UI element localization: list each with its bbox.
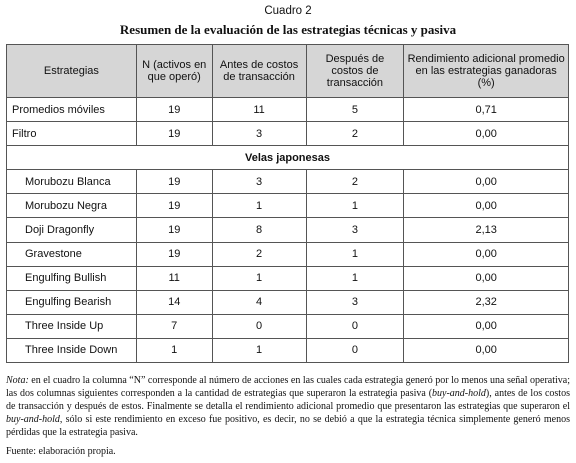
header-n: N (activos en que operó): [136, 45, 212, 98]
table-row: [7, 122, 569, 146]
cell-rend: 0,00: [404, 266, 569, 290]
section-row: [7, 146, 569, 170]
cell-rend: 0,00: [404, 338, 569, 362]
cell-rend: 0,71: [404, 98, 569, 122]
cell-despues: 5: [306, 98, 404, 122]
cell-rend: 2,13: [404, 218, 569, 242]
cell-despues: 1: [306, 242, 404, 266]
cell-despues: 1: [306, 266, 404, 290]
cell-despues: 2: [306, 122, 404, 146]
cell-antes: 2: [212, 242, 306, 266]
cell-rend: 0,00: [404, 170, 569, 194]
cell-antes: 3: [212, 170, 306, 194]
strategy-name: Filtro: [7, 122, 137, 146]
table-source: Fuente: elaboración propia.: [6, 446, 116, 457]
table-title: Resumen de la evaluación de las estrategias técnicas y pasiva: [119, 22, 457, 37]
cell-n: 7: [136, 314, 212, 338]
cell-n: 19: [136, 170, 212, 194]
cell-antes: 1: [212, 338, 306, 362]
strategy-name: Morubozu Negra: [7, 194, 137, 218]
table-row: [7, 338, 569, 362]
strategy-name: Engulfing Bearish: [7, 290, 137, 314]
strategy-name: Morubozu Blanca: [7, 170, 137, 194]
strategy-name: Engulfing Bullish: [7, 266, 137, 290]
table-row: [7, 266, 569, 290]
strategy-name: Three Inside Up: [7, 314, 137, 338]
cell-n: 11: [136, 266, 212, 290]
cell-antes: 4: [212, 290, 306, 314]
cell-rend: 0,00: [404, 314, 569, 338]
note-text-3: , sólo si este rendimiento en exceso fue positivo, es decir, no se debió a que la estrategia técnica simplemente generó menos pérdidas que la estrategia pasiva.: [6, 414, 570, 438]
cell-rend: 0,00: [404, 122, 569, 146]
cell-despues: 3: [306, 218, 404, 242]
cell-n: 19: [136, 218, 212, 242]
cell-n: 19: [136, 194, 212, 218]
note-italic-1: buy-and-hold: [432, 388, 486, 399]
table-caption: Cuadro 2: [264, 5, 312, 17]
summary-table: [6, 44, 569, 363]
cell-rend: 2,32: [404, 290, 569, 314]
cell-n: 1: [136, 338, 212, 362]
note-italic-2: buy-and-hold: [6, 414, 60, 425]
cell-despues: 0: [306, 338, 404, 362]
strategy-name: Promedios móviles: [7, 98, 137, 122]
cell-antes: 0: [212, 314, 306, 338]
section-label: Velas japonesas: [7, 146, 569, 170]
strategy-name: Doji Dragonfly: [7, 218, 137, 242]
header-estrategias: Estrategias: [7, 45, 137, 98]
table-row: [7, 218, 569, 242]
cell-rend: 0,00: [404, 242, 569, 266]
cell-antes: 3: [212, 122, 306, 146]
table-row: [7, 290, 569, 314]
header-rendimiento: Rendimiento adicional promedio en las estrategias ganadoras (%): [404, 45, 569, 98]
cell-n: 14: [136, 290, 212, 314]
cell-despues: 3: [306, 290, 404, 314]
cell-n: 19: [136, 242, 212, 266]
cell-antes: 11: [212, 98, 306, 122]
table-row: [7, 170, 569, 194]
strategy-name: Three Inside Down: [7, 338, 137, 362]
strategy-name: Gravestone: [7, 242, 137, 266]
cell-despues: 2: [306, 170, 404, 194]
table-row: [7, 98, 569, 122]
cell-antes: 1: [212, 194, 306, 218]
table-row: [7, 314, 569, 338]
cell-despues: 1: [306, 194, 404, 218]
note-text-2: ), antes de los costos de transacción y después de estos. Finalmente se detalla el rendimiento adicional promedio que presentaron las estrategias que superaron el: [6, 388, 570, 412]
table-note: [6, 374, 570, 439]
header-antes: Antes de costos de transacción: [212, 45, 306, 98]
cell-antes: 1: [212, 266, 306, 290]
cell-n: 19: [136, 122, 212, 146]
cell-n: 19: [136, 98, 212, 122]
table-row: [7, 194, 569, 218]
header-despues: Después de costos de transacción: [306, 45, 404, 98]
note-label: Nota:: [6, 375, 29, 386]
note-text-1: en el cuadro la columna “N” corresponde al número de acciones en las cuales cada estrategia generó por lo menos una señal operativa; las dos columnas siguientes corresponden a la cantidad de estrategias que superaron la estrategia pasiva (: [6, 375, 570, 399]
table-row: [7, 242, 569, 266]
table-header-row: [7, 45, 569, 98]
cell-rend: 0,00: [404, 194, 569, 218]
cell-despues: 0: [306, 314, 404, 338]
cell-antes: 8: [212, 218, 306, 242]
